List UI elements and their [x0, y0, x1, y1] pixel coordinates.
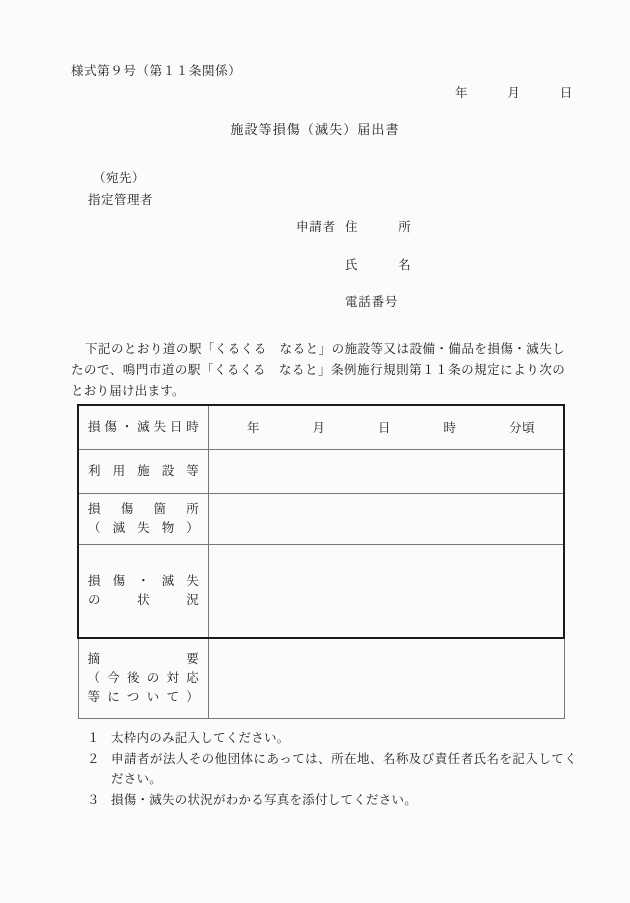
label-line: 摘要 [87, 651, 199, 666]
note-text: 申請者が法人その他団体にあっては、所在地、名称及び責任者氏名を記入してください。 [111, 752, 577, 786]
note-number: １ [87, 731, 100, 745]
body-paragraph: 下記のとおり道の駅「くるくる なると」の施設等又は設備・備品を損傷・滅失したので、鳴門市道の駅「くるくる なると」条例施行規則第１１条の規定により次のとおり届け出ます。 [71, 342, 565, 398]
applicant-prefix-label: 申請者 [296, 220, 336, 234]
row-value-damage-datetime[interactable] [209, 405, 565, 449]
row-value-remarks[interactable] [209, 638, 565, 718]
note-number: ３ [87, 793, 100, 807]
note-text: 太枠内のみ記入してください。 [111, 731, 290, 745]
label-line: 損傷・滅失 [88, 573, 199, 588]
date-slot-text: 年 月 日 時 分頃 [247, 421, 536, 436]
addressee-label: （宛先） [93, 171, 146, 185]
table-row [78, 638, 564, 718]
addressee-name: 指定管理者 [88, 193, 154, 207]
table-row [78, 544, 564, 638]
header-date-line: 年 月 日 [455, 86, 573, 100]
label-line: 等について） [87, 689, 199, 704]
row-label-facility-used [78, 449, 209, 493]
note-number: ２ [87, 752, 100, 766]
applicant-phone-label: 電話番号 [345, 295, 399, 309]
row-label-damage-situation [78, 544, 209, 638]
notes-list [77, 728, 577, 811]
row-value-facility-used[interactable] [209, 449, 565, 493]
list-item [77, 728, 577, 748]
table-row [78, 493, 564, 544]
label-line: （今後の対応 [87, 670, 199, 685]
applicant-name-label: 氏 名 [345, 258, 412, 272]
applicant-address-label: 住 所 [345, 220, 412, 234]
list-item [77, 749, 577, 789]
table-row [78, 449, 564, 493]
table-row [78, 405, 564, 449]
label-line: （滅失物） [88, 520, 199, 535]
list-item [77, 790, 577, 810]
form-number: 様式第９号（第１１条関係） [71, 64, 242, 78]
row-label-damaged-part [78, 493, 209, 544]
damage-report-table [77, 404, 565, 719]
page-title: 施設等損傷（滅失）届出書 [230, 122, 400, 137]
label-line: 損傷箇所 [88, 501, 199, 516]
row-value-damage-situation[interactable] [209, 544, 565, 638]
row-label-damage-datetime [78, 405, 209, 449]
label-line: 利用施設等 [88, 463, 199, 478]
label-line: の状況 [88, 592, 199, 607]
row-value-damaged-part[interactable] [209, 493, 565, 544]
row-label-remarks [78, 638, 209, 718]
label-line: 損傷・滅失日時 [88, 419, 199, 434]
note-text: 損傷・滅失の状況がわかる写真を添付してください。 [111, 793, 418, 807]
